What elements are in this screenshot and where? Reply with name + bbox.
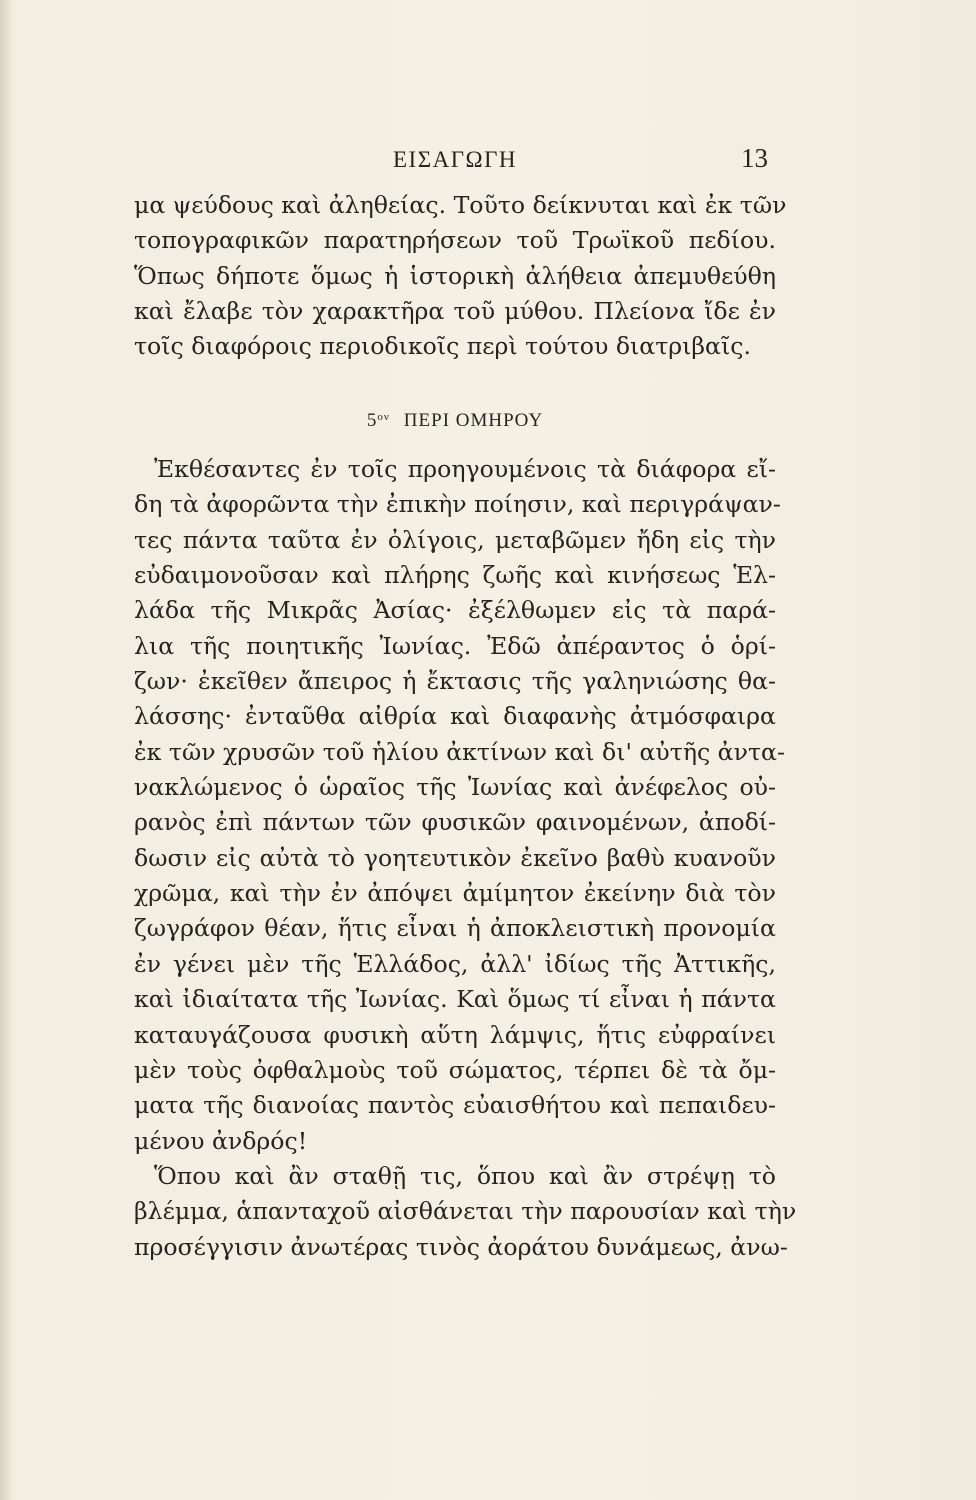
text-line: μὲν τοὺς ὀφθαλμοὺς τοῦ σώματος, τέρπει δὲ τὰ ὄμ- [134, 1055, 776, 1084]
text-line: δη τὰ ἀφορῶντα τὴν ἐπικὴν ποίησιν, καὶ περιγράψαν- [134, 490, 781, 519]
page-header [134, 143, 776, 183]
text-line: βλέμμα, ἁπανταχοῦ αἰσθάνεται τὴν παρουσίαν καὶ τὴν [134, 1197, 797, 1226]
text-line: τοπογραφικῶν παρατηρήσεων τοῦ Τρωϊκοῦ πεδίου. [134, 226, 776, 255]
text-line: καὶ ἔλαβε τὸν χαρακτῆρα τοῦ μύθου. Πλείονα ἴδε ἐν [134, 297, 776, 326]
section-heading [134, 410, 776, 432]
text-line: λια τῆς ποιητικῆς Ἰωνίας. Ἐδῶ ἀπέραντος ὁ ὁρί- [134, 631, 776, 660]
text-line: ζων· ἐκεῖθεν ἄπειρος ἡ ἔκτασις τῆς γαληνιώσης θα- [134, 667, 776, 696]
text-line: ρανὸς ἐπὶ πάντων τῶν φυσικῶν φαινομένων, ἀποδί- [134, 808, 776, 837]
page-number: 13 [741, 143, 768, 173]
text-line: χρῶμα, καὶ τὴν ἐν ἀπόψει ἀμίμητον ἐκείνην διὰ τὸν [134, 879, 776, 908]
text-line: μένου ἀνδρός! [134, 1126, 308, 1155]
text-line: Ἐκθέσαντες ἐν τοῖς προηγουμένοις τὰ διάφορα εἴ- [154, 455, 776, 483]
text-line: λάδα τῆς Μικρᾶς Ἀσίας· ἐξέλθωμεν εἰς τὰ παρά- [134, 596, 776, 625]
text-line: νακλώμενος ὁ ὡραῖος τῆς Ἰωνίας καὶ ἀνέφελος οὐ- [134, 773, 776, 802]
text-line: Ὅπου καὶ ἂν σταθῇ τις, ὅπου καὶ ἂν στρέψῃ τὸ [154, 1161, 776, 1190]
running-title: ΕΙΣΑΓΩΓΗ [392, 147, 517, 172]
text-line: εὐδαιμονοῦσαν καὶ πλήρης ζωῆς καὶ κινήσεως Ἑλ- [134, 561, 776, 590]
section-title: ΠΕΡΙ ΟΜΗΡΟΥ [403, 410, 544, 431]
text-line: ματα τῆς διανοίας παντὸς εὐαισθήτου καὶ πεπαιδευ- [134, 1091, 776, 1120]
text-line: Ὅπως δήποτε ὅμως ἡ ἱστορικὴ ἀλήθεια ἀπεμυθεύθη [134, 261, 776, 290]
text-line: μα ψεύδους καὶ ἀληθείας. Τοῦτο δείκνυται καὶ ἐκ τῶν [134, 191, 787, 219]
section-number: $5^{o\nu}$ [366, 410, 390, 431]
text-line: τοῖς διαφόροις περιοδικοῖς περὶ τούτου διατριβαῖς. [134, 332, 751, 361]
text-line: ζωγράφον θέαν, ἥτις εἶναι ἡ ἀποκλειστικὴ προνομία [134, 914, 776, 943]
paragraph-continued [134, 188, 787, 365]
text-line: ἐκ τῶν χρυσῶν τοῦ ἡλίου ἀκτίνων καὶ δι' αὐτῆς ἀντα- [134, 737, 785, 766]
text-line: λάσσης· ἐνταῦθα αἰθρία καὶ διαφανὴς ἀτμόσφαιρα [134, 702, 776, 731]
text-line: καταυγάζουσα φυσικὴ αὕτη λάμψις, ἥτις εὐφραίνει [134, 1020, 776, 1049]
text-line: καὶ ἰδιαίτατα τῆς Ἰωνίας. Καὶ ὅμως τί εἶναι ἡ πάντα [134, 985, 776, 1014]
section-body [134, 452, 797, 1265]
text-line: τες πάντα ταῦτα ἐν ὀλίγοις, μεταβῶμεν ἤδη εἰς τὴν [134, 525, 776, 554]
text-line: προσέγγισιν ἀνωτέρας τινὸς ἀοράτου δυνάμεως, ἀνω- [134, 1232, 788, 1261]
text-line: ἐν γένει μὲν τῆς Ἑλλάδος, ἀλλ' ἰδίως τῆς Ἀττικῆς, [134, 949, 776, 978]
text-line: δωσιν εἰς αὐτὰ τὸ γοητευτικὸν ἐκεῖνο βαθὺ κυανοῦν [134, 843, 776, 872]
